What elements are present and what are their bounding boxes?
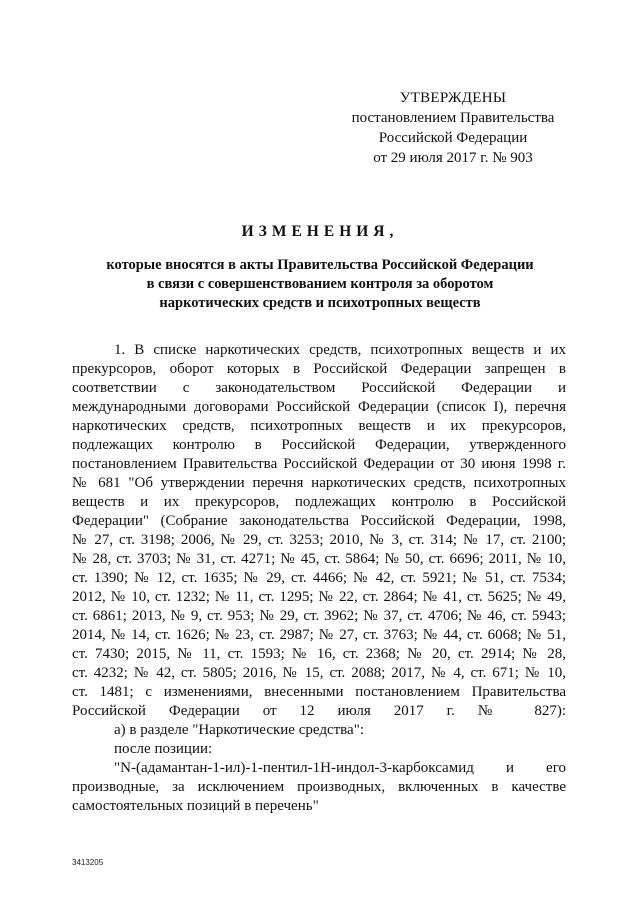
approval-heading: УТВЕРЖДЕНЫ [399, 90, 507, 106]
paragraph-line: подлежащих контролю в Российской Федерации, утвержденного [72, 437, 566, 453]
item-a: а) в разделе "Наркотические средства": [114, 722, 365, 738]
paragraph-line: Российской Федерации от 12 июля 2017 г. № 827): [72, 703, 566, 719]
position-line-1: "N-(адамантан-1-ил)-1-пентил-1Н-индол-3-карбоксамид и его [114, 760, 566, 776]
subtitle-line-3: наркотических средств и психотропных веществ [159, 295, 481, 311]
paragraph-line: ст. 4232; № 42, ст. 5805; 2016, № 15, ст. 2088; 2017, № 4, ст. 671; № 10, [72, 665, 566, 681]
position-entry [72, 759, 566, 816]
paragraph-line: ст. 7430; 2015, № 11, ст. 1593; № 16, ст. 2368; № 20, ст. 2914; № 28, [72, 646, 566, 662]
paragraph-line: Федерации" (Собрание законодательства Российской Федерации, 1998, [72, 513, 566, 529]
document-body [72, 341, 566, 816]
document-title-block [60, 222, 580, 313]
position-line-3: самостоятельных позиций в перечень" [72, 798, 319, 814]
paragraph-line: 2012, № 10, ст. 1232; № 11, ст. 1295; № 22, ст. 2864; № 41, ст. 5625; № 49, [72, 589, 566, 605]
position-line-2: производные, за исключением производных, включенных в качестве [72, 779, 566, 795]
paragraph-1 [72, 341, 566, 721]
paragraph-line: международными договорами Российской Федерации (список I), перечня [72, 399, 566, 415]
subtitle-line-2: в связи с совершенствованием контроля за оборотом [146, 276, 494, 292]
after-position-label: после позиции: [114, 741, 213, 757]
paragraph-line: постановлением Правительства Российской Федерации от 30 июня 1998 г. [72, 456, 566, 472]
document-subtitle [60, 256, 580, 313]
paragraph-line: веществ и их прекурсоров, подлежащих контролю в Российской [72, 494, 566, 510]
paragraph-line: 1. В списке наркотических средств, психотропных веществ и их [114, 342, 566, 358]
approval-line-1: постановлением Правительства [351, 110, 555, 126]
paragraph-line: ст. 1481; с изменениями, внесенными постановлением Правительства [72, 684, 566, 700]
paragraph-line: № 27, ст. 3198; 2006, № 29, ст. 3253; 2010, № 3, ст. 314; № 17, ст. 2100; [72, 532, 566, 548]
paragraph-line: № 28, ст. 3703; № 31, ст. 4271; № 45, ст. 5864; № 50, ст. 6696; 2011, № 10, [72, 551, 566, 567]
paragraph-line: ст. 6861; 2013, № 9, ст. 953; № 29, ст. 3962; № 37, ст. 4706; № 46, ст. 5943; [72, 608, 566, 624]
paragraph-line: соответствии с законодательством Российской Федерации и [72, 380, 566, 396]
approval-stamp [338, 88, 568, 168]
subtitle-line-1: которые вносятся в акты Правительства Российской Федерации [106, 257, 534, 273]
document-id: 3413205 [72, 858, 104, 867]
paragraph-line: 2014, № 14, ст. 1626; № 23, ст. 2987; № 27, ст. 3763; № 44, ст. 6068; № 51, [72, 627, 566, 643]
paragraph-line: прекурсоров, оборот которых в Российской Федерации запрещен в [72, 361, 566, 377]
document-title: ИЗМЕНЕНИЯ, [241, 223, 399, 240]
paragraph-line: ст. 1390; № 12, ст. 1635; № 29, ст. 4466; № 42, ст. 5921; № 51, ст. 7534; [72, 570, 566, 586]
paragraph-line: наркотических средств, психотропных веществ и их прекурсоров, [72, 418, 566, 434]
approval-line-3: от 29 июля 2017 г. № 903 [373, 150, 533, 166]
paragraph-line: № 681 "Об утверждении перечня наркотических средств, психотропных [72, 475, 566, 491]
approval-line-2: Российской Федерации [378, 130, 528, 146]
